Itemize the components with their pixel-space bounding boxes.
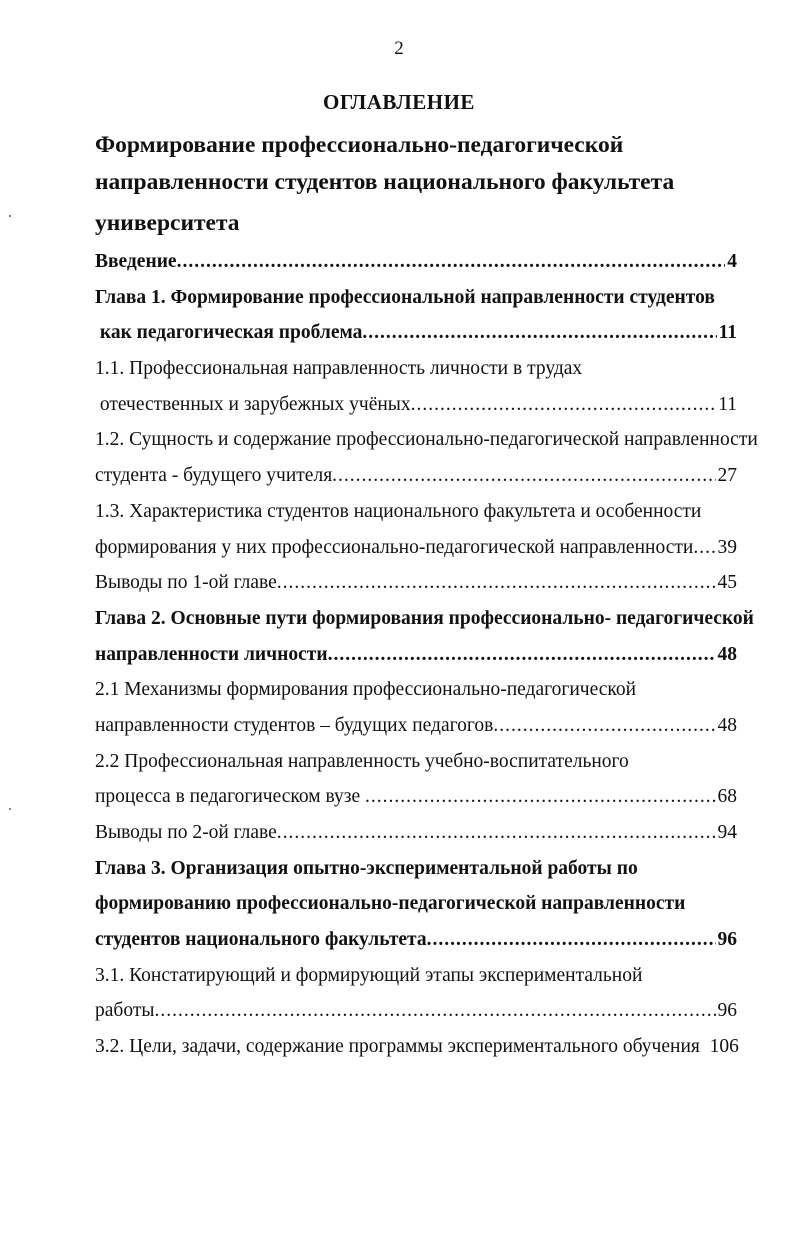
toc-entry-continued bbox=[95, 1029, 737, 1065]
table-of-contents bbox=[95, 244, 758, 1065]
toc-page-number: 27 bbox=[717, 465, 737, 487]
toc-entry-text: формированию профессионально-педагогической направленности bbox=[95, 893, 686, 915]
toc-entry-continued bbox=[95, 886, 737, 922]
dot-leader bbox=[332, 458, 715, 494]
work-title-line-3: университета bbox=[95, 210, 240, 236]
toc-page-number: 39 bbox=[717, 536, 737, 558]
toc-entry-text: Глава 3. Организация опытно-экспериментальной работы по bbox=[95, 857, 638, 879]
toc-page-number: 94 bbox=[717, 822, 737, 843]
toc-entry-text: 3.2. Цели, задачи, содержание программы экспериментального обучения 106 bbox=[95, 1036, 739, 1058]
toc-entry bbox=[95, 315, 737, 351]
toc-entry-text: отечественных и зарубежных учёных bbox=[95, 393, 411, 415]
toc-page-number: 48 bbox=[717, 643, 737, 665]
toc-entry-text: студентов национального факультета bbox=[95, 929, 427, 951]
toc-entry-text: Введение bbox=[95, 251, 177, 272]
dot-leader bbox=[493, 708, 715, 744]
toc-entry-continued bbox=[95, 280, 737, 316]
toc-entry-continued bbox=[95, 672, 737, 708]
toc-entry bbox=[95, 387, 737, 423]
toc-entry-text: Выводы по 1-ой главе bbox=[95, 572, 277, 594]
dot-leader bbox=[427, 922, 716, 958]
toc-page-number: 11 bbox=[718, 393, 737, 415]
toc-entry bbox=[95, 565, 737, 601]
work-title-line-2: направленности студентов национального факультета bbox=[95, 169, 675, 195]
toc-entry-continued bbox=[95, 422, 758, 458]
toc-entry-text: работы bbox=[95, 1000, 155, 1022]
toc-entry-text: направленности студентов – будущих педагогов bbox=[95, 714, 494, 736]
toc-entry bbox=[95, 922, 737, 958]
dot-leader bbox=[277, 815, 716, 851]
toc-entry-text: 3.1. Констатирующий и формирующий этапы экспериментальной bbox=[95, 964, 643, 986]
toc-entry-continued bbox=[95, 744, 737, 780]
dot-leader bbox=[365, 779, 716, 815]
dot-leader bbox=[154, 993, 715, 1029]
toc-page-number: 4 bbox=[727, 251, 737, 272]
toc-page-number: 45 bbox=[717, 572, 737, 594]
toc-page-number: 48 bbox=[717, 714, 737, 736]
toc-page-number: 96 bbox=[717, 929, 737, 951]
toc-entry bbox=[95, 815, 737, 851]
page-number: 2 bbox=[394, 38, 404, 59]
toc-entry-text: 1.1. Профессиональная направленность личности в трудах bbox=[95, 358, 583, 380]
dot-leader bbox=[362, 315, 716, 351]
toc-entry-text: Глава 1. Формирование профессиональной направленности студентов bbox=[95, 286, 715, 308]
toc-entry-text: Глава 2. Основные пути формирования профессионально- педагогической bbox=[95, 607, 754, 629]
toc-entry bbox=[95, 779, 737, 815]
dot-leader bbox=[693, 530, 715, 566]
toc-entry-continued bbox=[95, 351, 737, 387]
toc-entry-continued bbox=[95, 851, 737, 887]
toc-page-number: 11 bbox=[718, 322, 737, 344]
toc-entry-text: формирования у них профессионально-педагогической направленности bbox=[95, 536, 694, 558]
dot-leader bbox=[411, 387, 717, 423]
toc-entry bbox=[95, 244, 737, 280]
toc-entry-text: направленности личности bbox=[95, 643, 328, 665]
toc-heading: ОГЛАВЛЕНИЕ bbox=[323, 90, 475, 114]
dot-leader bbox=[328, 637, 716, 673]
toc-entry-text: как педагогическая проблема bbox=[95, 322, 363, 344]
scan-speck bbox=[9, 215, 11, 217]
toc-entry bbox=[95, 637, 737, 673]
toc-entry-text: 2.1 Механизмы формирования профессионально-педагогической bbox=[95, 679, 637, 701]
work-title-line-1: Формирование профессионально-педагогической bbox=[95, 132, 624, 158]
toc-entry bbox=[95, 458, 737, 494]
toc-page-number: 96 bbox=[717, 1000, 737, 1022]
toc-entry-text: процесса в педагогическом вузе bbox=[95, 786, 365, 808]
dot-leader bbox=[277, 565, 716, 601]
toc-entry-continued bbox=[95, 958, 737, 994]
toc-entry-text: Выводы по 2-ой главе bbox=[95, 822, 277, 843]
toc-entry-text: 1.2. Сущность и содержание профессионально-педагогической направленности bbox=[95, 429, 758, 451]
toc-entry bbox=[95, 993, 737, 1029]
toc-entry bbox=[95, 530, 737, 566]
toc-entry-continued bbox=[95, 494, 737, 530]
toc-page-number: 68 bbox=[717, 786, 737, 808]
scan-speck bbox=[9, 808, 11, 810]
dot-leader bbox=[177, 244, 726, 280]
toc-entry-text: 1.3. Характеристика студентов национального факультета и особенности bbox=[95, 500, 702, 522]
toc-entry-continued bbox=[95, 601, 754, 637]
toc-entry bbox=[95, 708, 737, 744]
toc-entry-text: студента - будущего учителя bbox=[95, 465, 333, 487]
toc-entry-text: 2.2 Профессиональная направленность учебно-воспитательного bbox=[95, 750, 629, 772]
